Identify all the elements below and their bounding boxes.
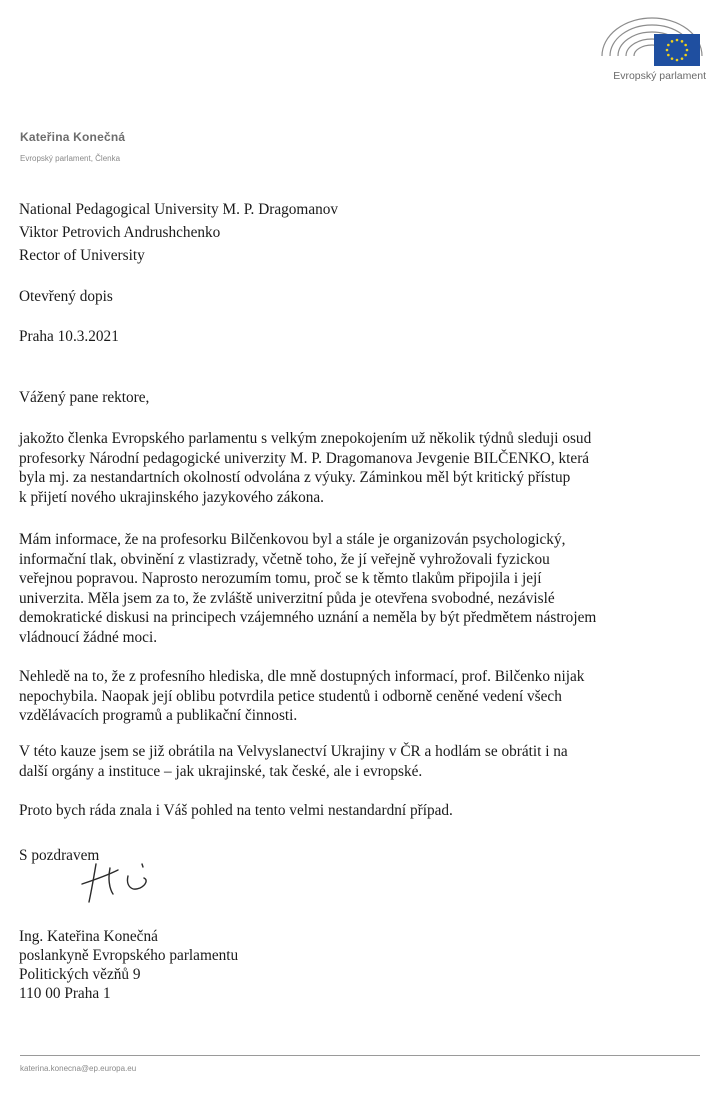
sender-name: Kateřina Konečná	[20, 130, 126, 144]
paragraph-line: jakožto členka Evropského parlamentu s velkým znepokojením už několik týdnů sleduji osud	[19, 430, 592, 447]
body-paragraph-5	[19, 801, 453, 821]
eu-star-icon	[684, 44, 687, 47]
footer-email: katerina.konecna@ep.europa.eu	[20, 1064, 137, 1073]
eu-star-icon	[686, 49, 689, 52]
body-paragraph-3	[19, 667, 584, 726]
eu-star-icon	[684, 54, 687, 57]
european-parliament-logo-icon	[596, 12, 706, 70]
eu-star-icon	[671, 40, 674, 43]
paragraph-line: informační tlak, obvinění z vlastizrady, včetně toho, že jí veřejně vyhrožovali fyzickou	[19, 550, 550, 568]
recipient-line: Rector of University	[19, 247, 145, 264]
paragraph-line: profesorky Národní pedagogické univerzity M. P. Dragomanova Jevgenie BILČENKO, která	[19, 449, 590, 467]
paragraph-line: V této kauze jsem se již obrátila na Velvyslanectví Ukrajiny v ČR a hodlám se obrátit i na	[19, 743, 568, 760]
eu-star-icon	[671, 57, 674, 60]
logo-caption: Evropský parlament	[613, 70, 706, 82]
letter-type: Otevřený dopis	[19, 288, 113, 305]
place-date: Praha 10.3.2021	[19, 328, 119, 345]
salutation: Vážený pane rektore,	[19, 389, 150, 406]
paragraph-line: Mám informace, že na profesorku Bilčenkovou byl a stále je organizován psychologický,	[19, 531, 566, 548]
handwritten-signature	[80, 858, 170, 913]
signature-line: Politických vězňů 9	[19, 966, 141, 983]
body-paragraph-4	[19, 742, 568, 781]
closing: S pozdravem	[19, 847, 100, 864]
signature-block	[19, 927, 238, 1003]
recipient-line: National Pedagogical University M. P. Dragomanov	[19, 201, 339, 218]
paragraph-line: k přijetí nového ukrajinského jazykového zákona.	[19, 488, 324, 506]
body-paragraph-1	[19, 429, 591, 507]
body-paragraph-2	[19, 530, 596, 647]
paragraph-line: demokratické diskusi na principech vzájemného uznání a neměla by být předmětem nástrojem	[19, 609, 597, 626]
recipient-line: Viktor Petrovich Andrushchenko	[19, 224, 221, 241]
paragraph-line: vzdělávacích programů a publikační činnosti.	[19, 707, 298, 724]
paragraph-line: Proto bych ráda znala i Váš pohled na tento velmi nestandardní případ.	[19, 802, 453, 819]
paragraph-line: vládnoucí žádné moci.	[19, 628, 158, 646]
european-parliament-logo	[596, 12, 706, 84]
eu-star-icon	[681, 57, 684, 60]
paragraph-line: byla mj. za nestandartních okolností odvolána z výuky. Záminkou měl být kritický přístup	[19, 469, 571, 486]
recipient-block	[19, 198, 338, 267]
eu-star-icon	[667, 54, 670, 57]
eu-star-icon	[667, 44, 670, 47]
paragraph-line: veřejnou popravou. Naprosto nerozumím tomu, proč se k těmto tlakům připojila i její	[19, 570, 542, 587]
paragraph-line: další orgány a instituce – jak ukrajinské, tak české, ale i evropské.	[19, 762, 423, 780]
eu-star-icon	[666, 49, 669, 52]
sender-role: Evropský parlament, Členka	[20, 154, 121, 163]
eu-star-icon	[681, 40, 684, 43]
signature-line: Ing. Kateřina Konečná	[19, 928, 158, 945]
sender-block	[20, 130, 125, 163]
eu-star-icon	[676, 59, 679, 62]
paragraph-line: univerzita. Měla jsem za to, že zvláště univerzitní půda je otevřena svobodné, nezávislé	[19, 589, 555, 607]
signature-line: poslankyně Evropského parlamentu	[19, 947, 239, 964]
paragraph-line: nepochybila. Naopak její oblibu potvrdila petice studentů i odborně ceněné vedení všech	[19, 687, 562, 705]
signature-line: 110 00 Praha 1	[19, 985, 111, 1002]
eu-star-icon	[676, 39, 679, 42]
paragraph-line: Nehledě na to, že z profesního hlediska, dle mně dostupných informací, prof. Bilčenko nijak	[19, 668, 585, 685]
footer-divider	[20, 1055, 700, 1056]
